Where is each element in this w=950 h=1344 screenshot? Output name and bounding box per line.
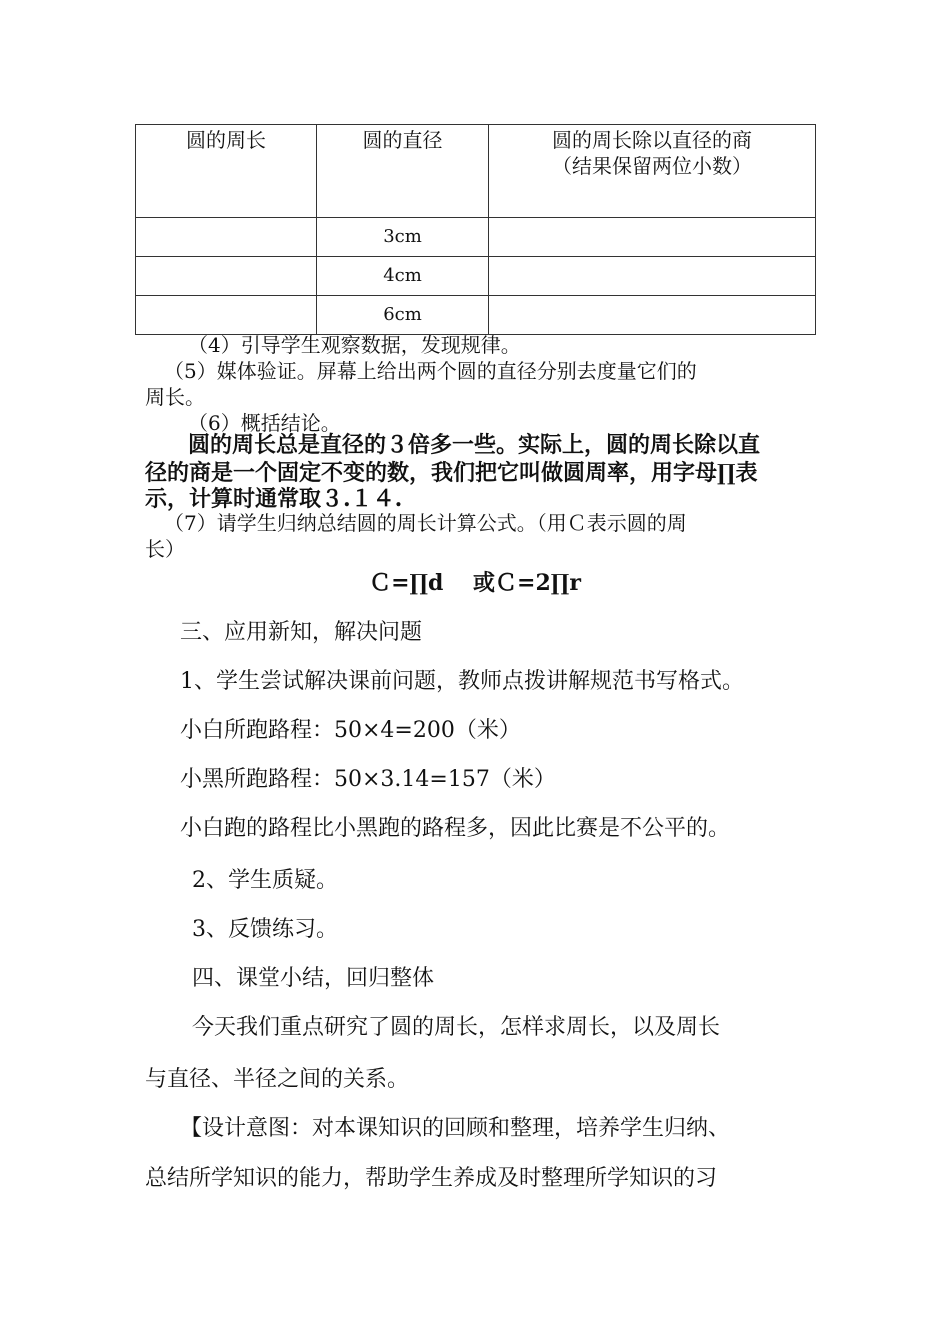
section-3-item-1: 1、学生尝试解决课前问题，教师点拨讲解规范书写格式。 bbox=[180, 669, 744, 694]
table-header-row bbox=[136, 125, 816, 218]
cell-diameter: 3cm bbox=[317, 218, 489, 257]
data-table bbox=[135, 124, 816, 335]
conclusion-line-3: 示，计算时通常取３.１４. bbox=[145, 486, 403, 512]
conclusion-line-2: 径的商是一个固定不变的数，我们把它叫做圆周率，用字母∏表 bbox=[145, 460, 758, 486]
section-3-item-3: 3、反馈练习。 bbox=[192, 917, 338, 942]
header-ratio-label: 圆的周长除以直径的商 bbox=[552, 128, 752, 152]
cell-diameter: 6cm bbox=[317, 296, 489, 335]
step-7-line-1: （7）请学生归纳总结圆的周长计算公式。（用Ｃ表示圆的周 bbox=[164, 511, 687, 535]
cell-ratio bbox=[489, 296, 816, 335]
cell-ratio bbox=[489, 218, 816, 257]
design-intent-line-1: 【设计意图：对本课知识的回顾和整理，培养学生归纳、 bbox=[180, 1116, 731, 1141]
design-intent-line-2: 总结所学知识的能力，帮助学生养成及时整理所学知识的习 bbox=[145, 1166, 718, 1191]
step-5-line-1: （5）媒体验证。屏幕上给出两个圆的直径分别去度量它们的 bbox=[164, 359, 697, 383]
cell-circumference bbox=[136, 296, 317, 335]
summary-line-1: 今天我们重点研究了圆的周长，怎样求周长，以及周长 bbox=[192, 1015, 721, 1040]
step-6: （6）概括结论。 bbox=[188, 411, 341, 435]
section-3-conclusion: 小白跑的路程比小黑跑的路程多，因此比赛是不公平的。 bbox=[180, 816, 731, 841]
calculation-xiaohei: 小黑所跑路程：50×3.14=157（米） bbox=[180, 767, 556, 792]
cell-ratio bbox=[489, 257, 816, 296]
cell-circumference bbox=[136, 257, 317, 296]
header-circumference: 圆的周长 bbox=[136, 125, 317, 218]
header-ratio-note: （结果保留两位小数） bbox=[552, 154, 752, 178]
step-7-line-2: 长） bbox=[145, 537, 185, 561]
table-row bbox=[136, 296, 816, 335]
table-row bbox=[136, 257, 816, 296]
section-3-item-2: 2、学生质疑。 bbox=[192, 868, 338, 893]
header-diameter: 圆的直径 bbox=[317, 125, 489, 218]
conclusion-line-1: 圆的周长总是直径的３倍多一些。实际上，圆的周长除以直 bbox=[188, 432, 761, 458]
table-row bbox=[136, 218, 816, 257]
summary-line-2: 与直径、半径之间的关系。 bbox=[145, 1067, 410, 1092]
header-ratio bbox=[489, 125, 816, 218]
section-3-title: 三、应用新知，解决问题 bbox=[180, 620, 423, 645]
circumference-formula: Ｃ=∏d 或Ｃ=2∏r bbox=[369, 570, 581, 596]
step-4: （4）引导学生观察数据，发现规律。 bbox=[188, 333, 521, 357]
calculation-xiaobai: 小白所跑路程：50×4=200（米） bbox=[180, 718, 521, 743]
section-4-title: 四、课堂小结，回归整体 bbox=[192, 966, 435, 991]
step-5-line-2: 周长。 bbox=[145, 385, 205, 409]
cell-diameter: 4cm bbox=[317, 257, 489, 296]
cell-circumference bbox=[136, 218, 317, 257]
